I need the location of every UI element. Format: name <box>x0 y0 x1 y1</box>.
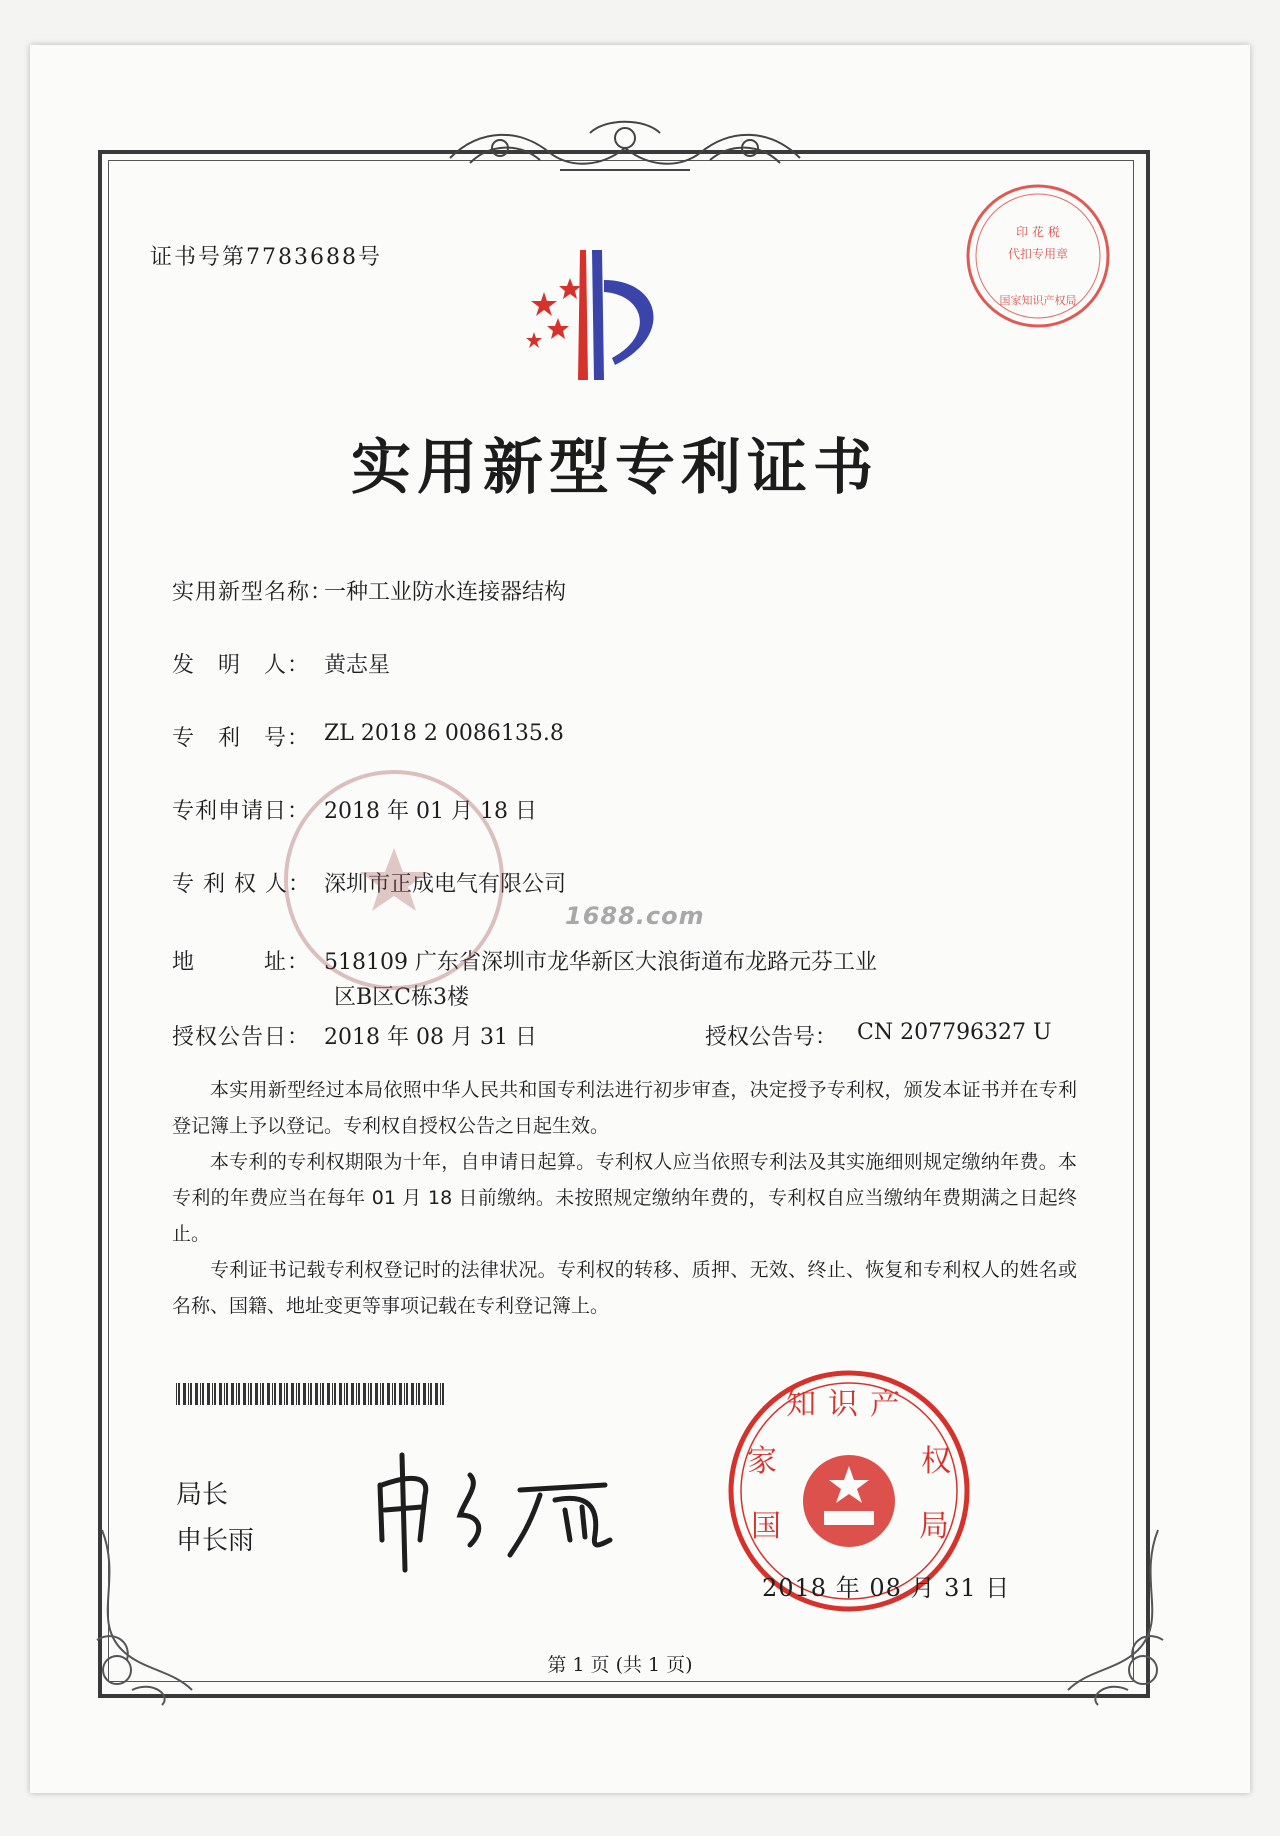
grant-number-value: CN 207796327 U <box>857 1020 1052 1045</box>
paragraph-1: 本实用新型经过本局依照中华人民共和国专利法进行初步审查，决定授予专利权，颁发本证书并在专利登记簿上予以登记。专利权自授权公告之日起生效。 <box>172 1079 1077 1137</box>
paragraph-3: 专利证书记载专利权登记时的法律状况。专利权的转移、质押、无效、终止、恢复和专利权人的姓名或名称、国籍、地址变更等事项记载在专利登记簿上。 <box>172 1259 1077 1317</box>
svg-text:国家知识产权局: 国家知识产权局 <box>999 294 1077 307</box>
patent-number-label: 专 利 号： <box>172 726 311 751</box>
page-number: 第 1 页 (共 1 页) <box>547 1654 693 1676</box>
inventor-value: 黄志星 <box>324 653 391 678</box>
signatory-title: 局长 <box>176 1480 229 1510</box>
svg-text:印 花 税: 印 花 税 <box>1016 225 1060 239</box>
watermark-text: 1688.com <box>565 902 705 930</box>
patentee-label: 专 利 权 人： <box>172 872 311 897</box>
svg-text:家: 家 <box>747 1444 777 1479</box>
svg-text:知识产: 知识产 <box>786 1387 912 1422</box>
grant-number-label: 授权公告号： <box>705 1025 838 1050</box>
inventor-label: 发 明 人： <box>172 653 311 678</box>
barcode <box>176 1383 446 1405</box>
grant-date-value: 2018 年 08 月 31 日 <box>324 1025 537 1050</box>
svg-text:国: 国 <box>751 1509 781 1544</box>
inventor-row <box>172 648 390 679</box>
utility-model-name-value: 一种工业防水连接器结构 <box>324 580 567 605</box>
grant-date-label: 授权公告日： <box>172 1025 311 1050</box>
company-seal <box>274 760 514 1000</box>
filing-date-label: 专利申请日： <box>172 799 311 824</box>
patent-office-emblem <box>520 240 720 390</box>
signatory-name: 申长雨 <box>176 1526 255 1556</box>
svg-text:代扣专用章: 代扣专用章 <box>1007 247 1069 261</box>
top-ornament <box>440 108 810 188</box>
address-label: 地 址： <box>172 950 311 975</box>
address-line-2: 区B区C栋3楼 <box>334 985 469 1010</box>
grant-number-row <box>705 1020 1052 1051</box>
certificate-number: 证书号第7783688号 <box>150 245 382 270</box>
patent-number-value: ZL 2018 2 0086135.8 <box>324 721 564 746</box>
address-line-1: 518109 广东省深圳市龙华新区大浪街道布龙路元芬工业 <box>324 950 877 975</box>
patentee-value: 深圳市正成电气有限公司 <box>324 872 567 897</box>
right-corner-ornament <box>1058 1520 1178 1710</box>
utility-model-name-row <box>172 575 566 606</box>
paragraph-2: 本专利的专利权期限为十年，自申请日起算。专利权人应当依照专利法及其实施细则规定缴纳年费。本专利的年费应当在每年 01 月 18 日前缴纳。未按照规定缴纳年费的，专利权自应当缴纳年费期满之日起终止。 <box>172 1151 1077 1245</box>
svg-text:权: 权 <box>921 1444 951 1479</box>
handwritten-signature <box>370 1445 640 1575</box>
tax-stamp-seal <box>958 176 1118 336</box>
utility-model-name-label: 实用新型名称： <box>172 580 334 605</box>
svg-text:局: 局 <box>919 1509 949 1544</box>
grant-date-row <box>172 1020 537 1051</box>
seal-date: 2018 年 08 月 31 日 <box>762 1574 1011 1602</box>
filing-date-value: 2018 年 01 月 18 日 <box>324 799 537 824</box>
certificate-title: 实用新型专利证书 <box>351 433 879 503</box>
patent-number-row <box>172 721 564 752</box>
